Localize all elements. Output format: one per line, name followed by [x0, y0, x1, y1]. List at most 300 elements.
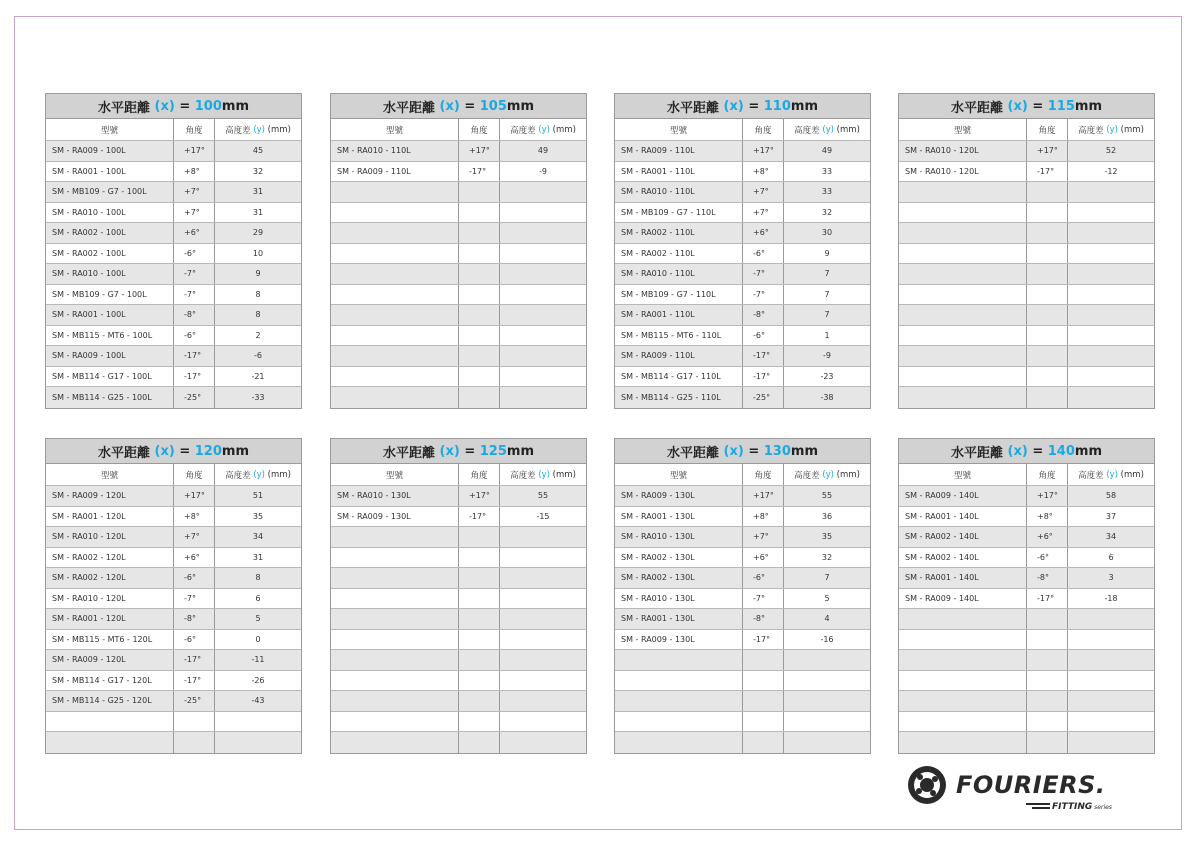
cell-height: 7: [824, 269, 830, 279]
cell-model: [615, 732, 743, 753]
title-unit: mm: [221, 443, 249, 459]
cell-model: [46, 712, 174, 732]
table-row: [615, 244, 870, 265]
table-row: [331, 609, 586, 630]
header-model: 型號: [46, 464, 174, 485]
cell-height: 31: [252, 207, 264, 217]
header-height-label: 高度差: [794, 125, 823, 136]
table-row: [331, 285, 586, 306]
table-row: [46, 671, 301, 692]
table-row: [46, 346, 301, 367]
brand-logo: [906, 762, 1156, 818]
stem-table-1: [330, 93, 587, 409]
cell-model: [899, 182, 1027, 202]
cell-angle: [743, 671, 784, 691]
title-eq: =: [174, 443, 195, 459]
table-row: [46, 650, 301, 671]
cell-model: SM - RA009 - 130L: [331, 507, 459, 527]
cell-angle: -25°: [174, 387, 215, 408]
cell-height: [1068, 671, 1154, 691]
cell-model: [899, 346, 1027, 366]
header-height: [784, 464, 870, 485]
cell-angle: [1027, 182, 1068, 202]
cell-angle: +7°: [174, 182, 215, 202]
cell-height: -6: [254, 351, 262, 361]
cell-angle: -17°: [459, 162, 500, 182]
table-row: [615, 182, 870, 203]
table-title: [615, 439, 870, 464]
header-height-var: (y): [253, 469, 265, 480]
cell-model: SM - RA002 - 130L: [615, 568, 743, 588]
table-row: [899, 326, 1154, 347]
cell-height: [1068, 326, 1154, 346]
cell-height: 3: [1108, 573, 1114, 583]
cell-angle: [1027, 223, 1068, 243]
cell-model: [331, 203, 459, 223]
header-height-label: 高度差: [225, 470, 254, 481]
table-row: [615, 367, 870, 388]
cell-angle: -6°: [174, 568, 215, 588]
header-height-label: 高度差: [794, 470, 823, 481]
cell-angle: -6°: [743, 568, 784, 588]
table-row: [331, 244, 586, 265]
cell-angle: +8°: [743, 162, 784, 182]
table-row: [899, 650, 1154, 671]
cell-model: [331, 223, 459, 243]
cell-model: SM - MB114 - G17 - 120L: [46, 671, 174, 691]
cell-height: 5: [255, 614, 261, 624]
cell-height: 8: [255, 573, 261, 583]
title-var: (x): [439, 98, 460, 114]
cell-height: [500, 305, 586, 325]
cell-angle: [1027, 609, 1068, 629]
cell-height: [500, 671, 586, 691]
cell-model: [899, 326, 1027, 346]
cell-height: [784, 732, 870, 753]
cell-height: 35: [252, 511, 264, 521]
table-row: [46, 568, 301, 589]
header-angle: 角度: [743, 119, 784, 140]
table-row: [899, 507, 1154, 528]
table-row: [46, 203, 301, 224]
cell-height: 4: [824, 614, 830, 624]
table-row: [899, 548, 1154, 569]
cell-angle: -25°: [743, 387, 784, 408]
cell-angle: -8°: [743, 305, 784, 325]
title-value: 120: [194, 443, 222, 459]
cell-angle: -6°: [743, 244, 784, 264]
cell-angle: +8°: [174, 507, 215, 527]
cell-angle: [459, 630, 500, 650]
title-prefix: 水平距離: [98, 100, 155, 116]
title-eq: =: [459, 98, 480, 114]
cell-model: SM - RA002 - 120L: [46, 568, 174, 588]
cell-height: 49: [821, 146, 833, 156]
cell-model: SM - RA010 - 100L: [46, 264, 174, 284]
subtitle-main: FITTING: [1052, 802, 1093, 812]
cell-angle: +6°: [743, 223, 784, 243]
cell-model: SM - RA010 - 120L: [46, 527, 174, 547]
cell-angle: +6°: [174, 548, 215, 568]
table-row: [615, 671, 870, 692]
table-row: [899, 285, 1154, 306]
header-model: 型號: [331, 119, 459, 140]
cell-model: SM - RA009 - 120L: [46, 650, 174, 670]
cell-height: -11: [251, 655, 265, 665]
cell-height: -33: [251, 392, 265, 402]
header-model: 型號: [615, 119, 743, 140]
table-row: [615, 548, 870, 569]
cell-model: [899, 671, 1027, 691]
cell-model: [899, 691, 1027, 711]
table-row: [46, 548, 301, 569]
fouriers-logo-icon: [906, 764, 948, 806]
cell-angle: +7°: [743, 203, 784, 223]
cell-model: [331, 264, 459, 284]
title-eq: =: [743, 443, 764, 459]
table-title: [899, 94, 1154, 119]
cell-height: 34: [252, 532, 264, 542]
cell-angle: -17°: [743, 346, 784, 366]
cell-model: SM - RA009 - 110L: [615, 141, 743, 161]
cell-model: SM - RA001 - 140L: [899, 568, 1027, 588]
cell-model: SM - RA009 - 110L: [331, 162, 459, 182]
cell-model: [331, 285, 459, 305]
table-row: [331, 203, 586, 224]
cell-model: SM - MB114 - G25 - 110L: [615, 387, 743, 408]
title-prefix: 水平距離: [98, 445, 155, 461]
cell-height: 45: [252, 146, 264, 156]
cell-height: [1068, 346, 1154, 366]
header-height-var: (y): [1106, 469, 1118, 480]
cell-height: 55: [821, 491, 833, 501]
cell-angle: +17°: [743, 486, 784, 506]
cell-angle: [459, 346, 500, 366]
cell-model: [899, 732, 1027, 753]
cell-height: [1068, 712, 1154, 732]
cell-angle: [459, 285, 500, 305]
cell-model: SM - RA001 - 130L: [615, 609, 743, 629]
cell-height: [500, 285, 586, 305]
cell-angle: [459, 203, 500, 223]
cell-height: 0: [255, 634, 261, 644]
table-header: [899, 464, 1154, 486]
cell-model: [899, 203, 1027, 223]
stem-table-3: [898, 93, 1155, 409]
cell-height: [1068, 182, 1154, 202]
cell-angle: -6°: [174, 326, 215, 346]
cell-height: [784, 671, 870, 691]
cell-height: 30: [821, 228, 833, 238]
cell-model: SM - RA010 - 110L: [615, 264, 743, 284]
cell-height: 5: [824, 593, 830, 603]
cell-model: [331, 671, 459, 691]
header-model: 型號: [899, 464, 1027, 485]
table-row: [615, 650, 870, 671]
header-height: [215, 119, 301, 140]
cell-model: SM - RA010 - 130L: [615, 589, 743, 609]
cell-model: SM - RA010 - 130L: [615, 527, 743, 547]
cell-model: SM - MB114 - G17 - 100L: [46, 367, 174, 387]
cell-angle: -7°: [174, 285, 215, 305]
cell-height: [1068, 650, 1154, 670]
table-row: [899, 589, 1154, 610]
header-height-label: 高度差: [1078, 125, 1107, 136]
table-row: [615, 609, 870, 630]
cell-height: -9: [539, 166, 547, 176]
cell-angle: [743, 691, 784, 711]
header-height-var: (y): [253, 124, 265, 135]
table-row: [46, 141, 301, 162]
table-row: [331, 223, 586, 244]
cell-model: SM - RA002 - 110L: [615, 223, 743, 243]
title-unit: mm: [790, 443, 818, 459]
cell-model: [615, 671, 743, 691]
table-row: [615, 486, 870, 507]
stem-table-6: [614, 438, 871, 754]
table-row: [331, 264, 586, 285]
cell-model: [46, 732, 174, 753]
cell-model: [899, 650, 1027, 670]
header-height: [500, 119, 586, 140]
cell-height: [500, 264, 586, 284]
title-value: 125: [479, 443, 507, 459]
cell-angle: [459, 223, 500, 243]
cell-height: [1068, 244, 1154, 264]
title-prefix: 水平距離: [951, 100, 1008, 116]
cell-height: 9: [824, 248, 830, 258]
brand-wordmark: FOURIERS.: [956, 771, 1106, 799]
cell-angle: +6°: [174, 223, 215, 243]
cell-height: 34: [1105, 532, 1117, 542]
cell-angle: [459, 671, 500, 691]
cell-height: [784, 691, 870, 711]
table-row: [615, 305, 870, 326]
cell-model: SM - RA010 - 120L: [899, 141, 1027, 161]
cell-height: [215, 712, 301, 732]
cell-angle: +7°: [743, 527, 784, 547]
table-row: [615, 691, 870, 712]
cell-model: SM - RA010 - 100L: [46, 203, 174, 223]
cell-height: [1068, 264, 1154, 284]
cell-angle: [174, 732, 215, 753]
cell-model: SM - MB109 - G7 - 100L: [46, 182, 174, 202]
cell-height: [1068, 223, 1154, 243]
cell-height: 6: [255, 593, 261, 603]
title-value: 105: [479, 98, 507, 114]
cell-angle: [1027, 285, 1068, 305]
cell-height: [500, 589, 586, 609]
cell-angle: [459, 650, 500, 670]
header-angle: 角度: [174, 119, 215, 140]
cell-height: [500, 712, 586, 732]
cell-angle: +17°: [459, 486, 500, 506]
table-row: [46, 182, 301, 203]
cell-angle: +7°: [174, 527, 215, 547]
table-row: [615, 387, 870, 408]
header-height: [1068, 119, 1154, 140]
cell-model: SM - MB109 - G7 - 110L: [615, 285, 743, 305]
cell-angle: -7°: [743, 264, 784, 284]
cell-height: [500, 387, 586, 408]
cell-model: SM - RA002 - 110L: [615, 244, 743, 264]
cell-angle: [743, 712, 784, 732]
cell-height: [1068, 609, 1154, 629]
table-title: [331, 94, 586, 119]
cell-height: [1068, 305, 1154, 325]
cell-height: [500, 182, 586, 202]
cell-height: -12: [1104, 166, 1118, 176]
header-height-var: (y): [822, 469, 834, 480]
cell-height: [1068, 691, 1154, 711]
cell-model: SM - RA009 - 140L: [899, 486, 1027, 506]
table-row: [46, 589, 301, 610]
header-height-unit: (mm): [264, 469, 291, 480]
cell-height: 35: [821, 532, 833, 542]
speed-lines-icon: [1026, 802, 1050, 812]
table-row: [331, 732, 586, 753]
cell-height: [500, 326, 586, 346]
table-row: [331, 568, 586, 589]
cell-angle: [459, 527, 500, 547]
cell-height: 33: [821, 187, 833, 197]
title-prefix: 水平距離: [667, 445, 724, 461]
cell-angle: [1027, 244, 1068, 264]
stem-table-2: [614, 93, 871, 409]
title-var: (x): [723, 443, 744, 459]
cell-model: [899, 244, 1027, 264]
cell-model: SM - RA009 - 100L: [46, 346, 174, 366]
table-row: [899, 264, 1154, 285]
table-row: [331, 367, 586, 388]
cell-angle: [459, 264, 500, 284]
cell-model: SM - MB115 - MT6 - 100L: [46, 326, 174, 346]
table-row: [899, 486, 1154, 507]
cell-angle: +7°: [174, 203, 215, 223]
header-angle: 角度: [459, 464, 500, 485]
cell-height: 51: [252, 491, 264, 501]
cell-model: SM - RA010 - 110L: [331, 141, 459, 161]
cell-model: SM - RA002 - 140L: [899, 548, 1027, 568]
table-row: [899, 244, 1154, 265]
table-row: [46, 387, 301, 408]
cell-angle: -7°: [743, 589, 784, 609]
cell-angle: [1027, 630, 1068, 650]
title-value: 115: [1047, 98, 1075, 114]
table-row: [899, 691, 1154, 712]
table-row: [615, 732, 870, 753]
cell-height: -38: [820, 392, 834, 402]
cell-height: [500, 367, 586, 387]
table-row: [46, 367, 301, 388]
table-row: [899, 732, 1154, 753]
cell-height: -18: [1104, 593, 1118, 603]
cell-angle: +17°: [459, 141, 500, 161]
table-row: [46, 162, 301, 183]
table-row: [899, 568, 1154, 589]
title-unit: mm: [1074, 443, 1102, 459]
cell-height: 1: [824, 330, 830, 340]
header-height-label: 高度差: [510, 125, 539, 136]
cell-model: [331, 568, 459, 588]
cell-angle: +8°: [743, 507, 784, 527]
table-header: [331, 119, 586, 141]
cell-height: [500, 203, 586, 223]
table-row: [46, 223, 301, 244]
title-value: 140: [1047, 443, 1075, 459]
table-row: [331, 326, 586, 347]
cell-height: 7: [824, 310, 830, 320]
cell-model: [899, 305, 1027, 325]
table-row: [331, 527, 586, 548]
cell-angle: [1027, 387, 1068, 408]
table-row: [331, 486, 586, 507]
header-model: 型號: [331, 464, 459, 485]
table-row: [899, 671, 1154, 692]
cell-angle: [174, 712, 215, 732]
title-prefix: 水平距離: [667, 100, 724, 116]
cell-model: SM - RA009 - 100L: [46, 141, 174, 161]
cell-height: [500, 223, 586, 243]
table-row: [615, 326, 870, 347]
cell-model: SM - RA001 - 100L: [46, 305, 174, 325]
cell-angle: [459, 548, 500, 568]
stem-table-4: [45, 438, 302, 754]
table-title: [46, 439, 301, 464]
cell-height: 52: [1105, 146, 1117, 156]
cell-angle: -17°: [1027, 589, 1068, 609]
table-row: [899, 527, 1154, 548]
table-row: [899, 387, 1154, 408]
table-row: [331, 507, 586, 528]
cell-height: [500, 732, 586, 753]
cell-height: 32: [821, 552, 833, 562]
header-height-label: 高度差: [510, 470, 539, 481]
cell-model: SM - RA001 - 110L: [615, 162, 743, 182]
cell-model: [615, 650, 743, 670]
table-row: [46, 264, 301, 285]
cell-model: [331, 691, 459, 711]
cell-angle: [459, 712, 500, 732]
cell-model: [899, 609, 1027, 629]
cell-height: -9: [823, 351, 831, 361]
table-row: [899, 305, 1154, 326]
cell-model: SM - RA009 - 130L: [615, 486, 743, 506]
cell-angle: [1027, 203, 1068, 223]
cell-angle: [459, 367, 500, 387]
cell-height: -15: [536, 511, 550, 521]
cell-angle: -17°: [174, 367, 215, 387]
cell-model: [331, 305, 459, 325]
table-row: [615, 712, 870, 733]
cell-height: -23: [820, 371, 834, 381]
cell-height: 31: [252, 552, 264, 562]
cell-model: SM - MB114 - G17 - 110L: [615, 367, 743, 387]
cell-angle: -8°: [174, 305, 215, 325]
cell-angle: [459, 182, 500, 202]
cell-model: [331, 527, 459, 547]
cell-angle: -17°: [459, 507, 500, 527]
table-row: [899, 630, 1154, 651]
cell-angle: +17°: [174, 141, 215, 161]
cell-model: [899, 712, 1027, 732]
cell-model: [899, 285, 1027, 305]
cell-model: [899, 264, 1027, 284]
cell-height: 36: [821, 511, 833, 521]
cell-angle: +17°: [1027, 141, 1068, 161]
cell-height: 58: [1105, 491, 1117, 501]
table-header: [331, 464, 586, 486]
